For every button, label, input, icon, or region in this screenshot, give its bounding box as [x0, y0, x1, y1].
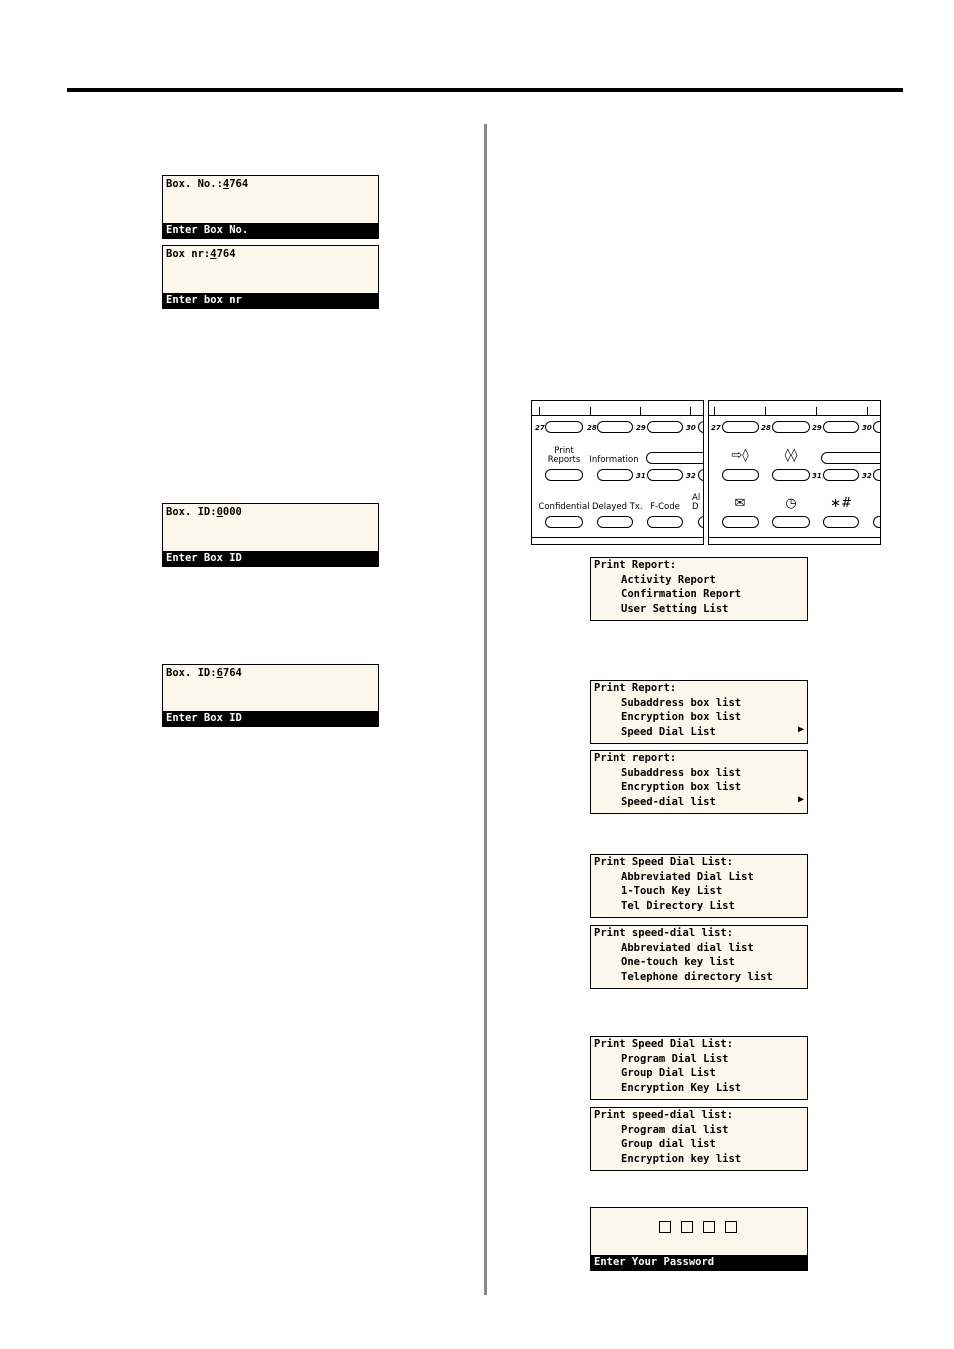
- one-touch-key-30[interactable]: [698, 421, 704, 433]
- one-touch-key-32[interactable]: [873, 469, 881, 481]
- lcd-speed-dial-4: [590, 1107, 808, 1171]
- menu-item: Subaddress box list: [621, 766, 742, 779]
- lcd-title: Print speed-dial list:: [594, 1109, 734, 1121]
- clock-key[interactable]: [772, 516, 810, 528]
- envelope-icon: ✉: [734, 496, 746, 511]
- one-touch-key-31[interactable]: [647, 469, 683, 481]
- password-digit-box: [659, 1221, 671, 1233]
- key-number: 29: [636, 424, 646, 432]
- operation-panel-right: [708, 400, 881, 545]
- column-divider: [484, 124, 487, 1295]
- key-number: 32: [686, 472, 696, 480]
- lcd-speed-dial-2: [590, 925, 808, 989]
- information-key[interactable]: [597, 469, 633, 481]
- menu-item: Activity Report: [621, 573, 716, 586]
- lcd-print-report-3: [590, 750, 808, 814]
- one-touch-key-29[interactable]: [823, 421, 859, 433]
- key-number: 30: [862, 424, 872, 432]
- lcd-box-id-1: [162, 503, 379, 567]
- one-touch-key-27[interactable]: [545, 421, 583, 433]
- wide-key[interactable]: [821, 452, 881, 464]
- cut-label: Al D: [692, 493, 701, 512]
- delayed-tx-key[interactable]: [597, 516, 633, 528]
- key-number: 31: [636, 472, 646, 480]
- one-touch-key-30[interactable]: [873, 421, 881, 433]
- lcd-print-report-1: [590, 557, 808, 621]
- confidential-key[interactable]: [545, 516, 583, 528]
- lcd-prompt-bar: Enter Box No.: [163, 223, 378, 238]
- send-icon: ⇨◊: [731, 448, 749, 463]
- lcd-prompt-bar: Enter box nr: [163, 293, 378, 308]
- lcd-title: Print Report:: [594, 682, 677, 694]
- lcd-line: Box. ID:6764: [166, 667, 242, 679]
- right-arrow-icon: ▶: [797, 794, 804, 805]
- menu-item: Speed-dial list: [621, 795, 716, 808]
- key-number: 30: [686, 424, 696, 432]
- lcd-password: [590, 1207, 808, 1271]
- menu-item: Telephone directory list: [621, 970, 773, 983]
- cut-key[interactable]: [873, 516, 881, 528]
- one-touch-key-28[interactable]: [772, 421, 810, 433]
- one-touch-key-32[interactable]: [698, 469, 704, 481]
- lcd-speed-dial-1: [590, 854, 808, 918]
- lcd-box-no-en: [162, 175, 379, 239]
- lcd-line: Box nr:4764: [166, 248, 236, 260]
- menu-item: Program Dial List: [621, 1052, 729, 1065]
- lcd-prompt-bar: Enter Box ID: [163, 711, 378, 726]
- lcd-speed-dial-3: [590, 1036, 808, 1100]
- menu-item: Abbreviated dial list: [621, 941, 754, 954]
- menu-item: Encryption box list: [621, 711, 742, 723]
- menu-item: Group dial list: [621, 1138, 716, 1150]
- key-number: 28: [587, 424, 597, 432]
- wide-key[interactable]: [646, 452, 704, 464]
- menu-item: Encryption box list: [621, 781, 742, 793]
- key-number: 27: [535, 424, 545, 432]
- lcd-prompt-bar: Enter Your Password: [591, 1255, 807, 1270]
- menu-item: Abbreviated Dial List: [621, 870, 754, 883]
- menu-item: 1-Touch Key List: [621, 885, 723, 897]
- lcd-print-report-2: [590, 680, 808, 744]
- lcd-prompt-bar: Enter Box ID: [163, 551, 378, 566]
- password-digit-box: [681, 1221, 693, 1233]
- diamond-key[interactable]: [772, 469, 810, 481]
- operation-panel-left: [531, 400, 704, 545]
- menu-item: Confirmation Report: [621, 588, 742, 600]
- menu-item: Subaddress box list: [621, 696, 742, 709]
- right-arrow-icon: ▶: [797, 724, 804, 735]
- delayed-tx-label: Delayed Tx.: [592, 502, 643, 512]
- password-digit-box: [703, 1221, 715, 1233]
- f-code-label: F-Code: [650, 502, 680, 512]
- key-number: 27: [711, 424, 721, 432]
- password-digit-box: [725, 1221, 737, 1233]
- lcd-title: Print Report:: [594, 559, 677, 571]
- one-touch-key-31[interactable]: [823, 469, 859, 481]
- confidential-label: Confidential: [538, 502, 590, 512]
- one-touch-key-29[interactable]: [647, 421, 683, 433]
- key-number: 31: [812, 472, 822, 480]
- menu-item: Tel Directory List: [621, 899, 735, 912]
- menu-item: Speed Dial List: [621, 725, 716, 738]
- lcd-title: Print Speed Dial List:: [594, 856, 734, 868]
- star-hash-key[interactable]: [823, 516, 859, 528]
- lcd-title: Print report:: [594, 752, 677, 764]
- menu-item: One-touch key list: [621, 956, 735, 968]
- diamond-icon: ◊◊: [784, 448, 798, 463]
- menu-item: Encryption key list: [621, 1152, 742, 1165]
- envelope-key[interactable]: [722, 516, 759, 528]
- print-reports-label: Print Reports: [547, 446, 581, 465]
- lcd-title: Print Speed Dial List:: [594, 1038, 734, 1050]
- clock-icon: ◷: [785, 496, 797, 511]
- lcd-line: Box. ID:0000: [166, 506, 242, 518]
- send-key[interactable]: [722, 469, 759, 481]
- lcd-box-no-alt: [162, 245, 379, 309]
- f-code-key[interactable]: [647, 516, 683, 528]
- one-touch-key-27[interactable]: [722, 421, 759, 433]
- one-touch-key-28[interactable]: [597, 421, 633, 433]
- key-number: 29: [812, 424, 822, 432]
- top-rule: [67, 88, 903, 92]
- key-number: 28: [761, 424, 771, 432]
- star-hash-icon: ∗#: [830, 496, 852, 511]
- print-reports-key[interactable]: [545, 469, 583, 481]
- lcd-box-id-2: [162, 664, 379, 727]
- menu-item: Program dial list: [621, 1123, 729, 1136]
- information-label: Information: [589, 455, 639, 465]
- lcd-title: Print speed-dial list:: [594, 927, 734, 939]
- cut-key[interactable]: [698, 516, 704, 528]
- menu-item: Encryption Key List: [621, 1081, 742, 1094]
- menu-item: Group Dial List: [621, 1067, 716, 1079]
- menu-item: User Setting List: [621, 602, 729, 615]
- lcd-line: Box. No.:4764: [166, 178, 249, 190]
- key-number: 32: [862, 472, 872, 480]
